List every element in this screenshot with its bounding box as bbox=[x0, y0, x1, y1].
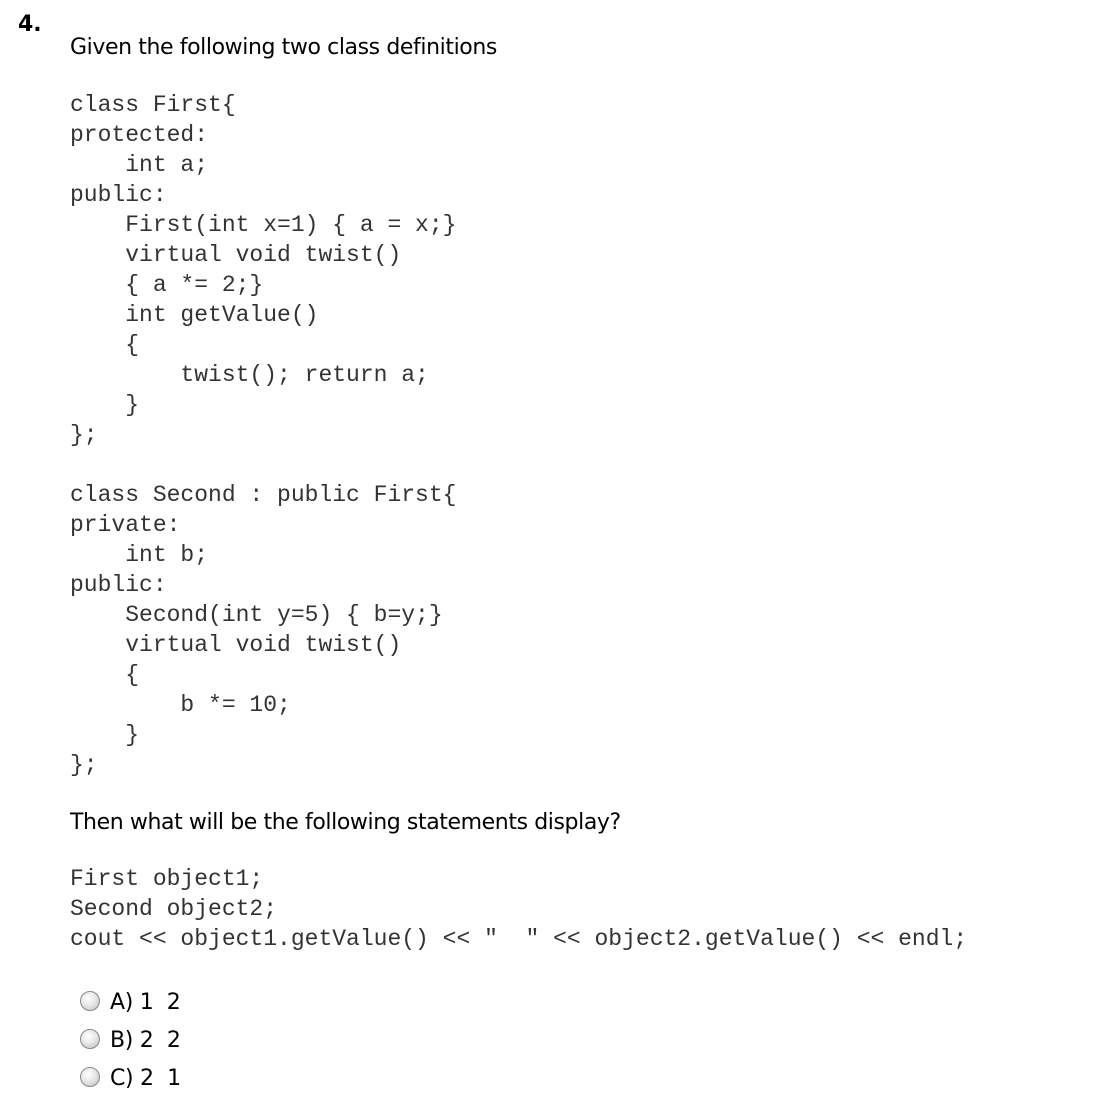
code-line: } bbox=[70, 722, 140, 748]
code-line: Second object2; bbox=[70, 896, 278, 922]
code-line: class Second : public First{ bbox=[70, 482, 457, 508]
choice-label: A) 1 2 bbox=[110, 990, 181, 1015]
code-line: cout << object1.getValue() << " " << object2.getValue() << endl; bbox=[70, 926, 968, 952]
code-line: public: bbox=[70, 572, 167, 598]
code-line: protected: bbox=[70, 122, 209, 148]
code-line: class First{ bbox=[70, 92, 236, 118]
question-prompt: Then what will be the following statements display? bbox=[70, 810, 621, 835]
code-line: virtual void twist() bbox=[70, 632, 402, 658]
code-line: twist(); return a; bbox=[70, 362, 429, 388]
question-intro: Given the following two class definitions bbox=[70, 35, 497, 60]
code-line: int a; bbox=[70, 152, 209, 178]
code-line bbox=[70, 450, 456, 480]
radio-button-b[interactable] bbox=[80, 1029, 100, 1049]
question-number: 4. bbox=[18, 12, 42, 37]
choice-a[interactable] bbox=[80, 984, 181, 1022]
code-line: int getValue() bbox=[70, 302, 319, 328]
code-line: { bbox=[70, 662, 140, 688]
class-definitions-code bbox=[70, 90, 456, 780]
code-line: } bbox=[70, 392, 140, 418]
choice-label: C) 2 1 bbox=[110, 1066, 181, 1091]
code-line: { bbox=[70, 332, 140, 358]
code-line: Second(int y=5) { b=y;} bbox=[70, 602, 443, 628]
code-line: }; bbox=[70, 752, 98, 778]
choice-c[interactable] bbox=[80, 1060, 181, 1098]
radio-button-a[interactable] bbox=[80, 991, 100, 1011]
choice-b[interactable] bbox=[80, 1022, 181, 1060]
choice-label: B) 2 2 bbox=[110, 1028, 181, 1053]
code-line: virtual void twist() bbox=[70, 242, 402, 268]
code-line: }; bbox=[70, 422, 98, 448]
radio-button-c[interactable] bbox=[80, 1067, 100, 1087]
code-line: private: bbox=[70, 512, 181, 538]
code-line: b *= 10; bbox=[70, 692, 291, 718]
code-line: int b; bbox=[70, 542, 209, 568]
answer-choices bbox=[80, 984, 181, 1098]
statements-code bbox=[70, 864, 967, 954]
code-line: public: bbox=[70, 182, 167, 208]
code-line: First(int x=1) { a = x;} bbox=[70, 212, 457, 238]
code-line: { a *= 2;} bbox=[70, 272, 264, 298]
code-line: First object1; bbox=[70, 866, 264, 892]
